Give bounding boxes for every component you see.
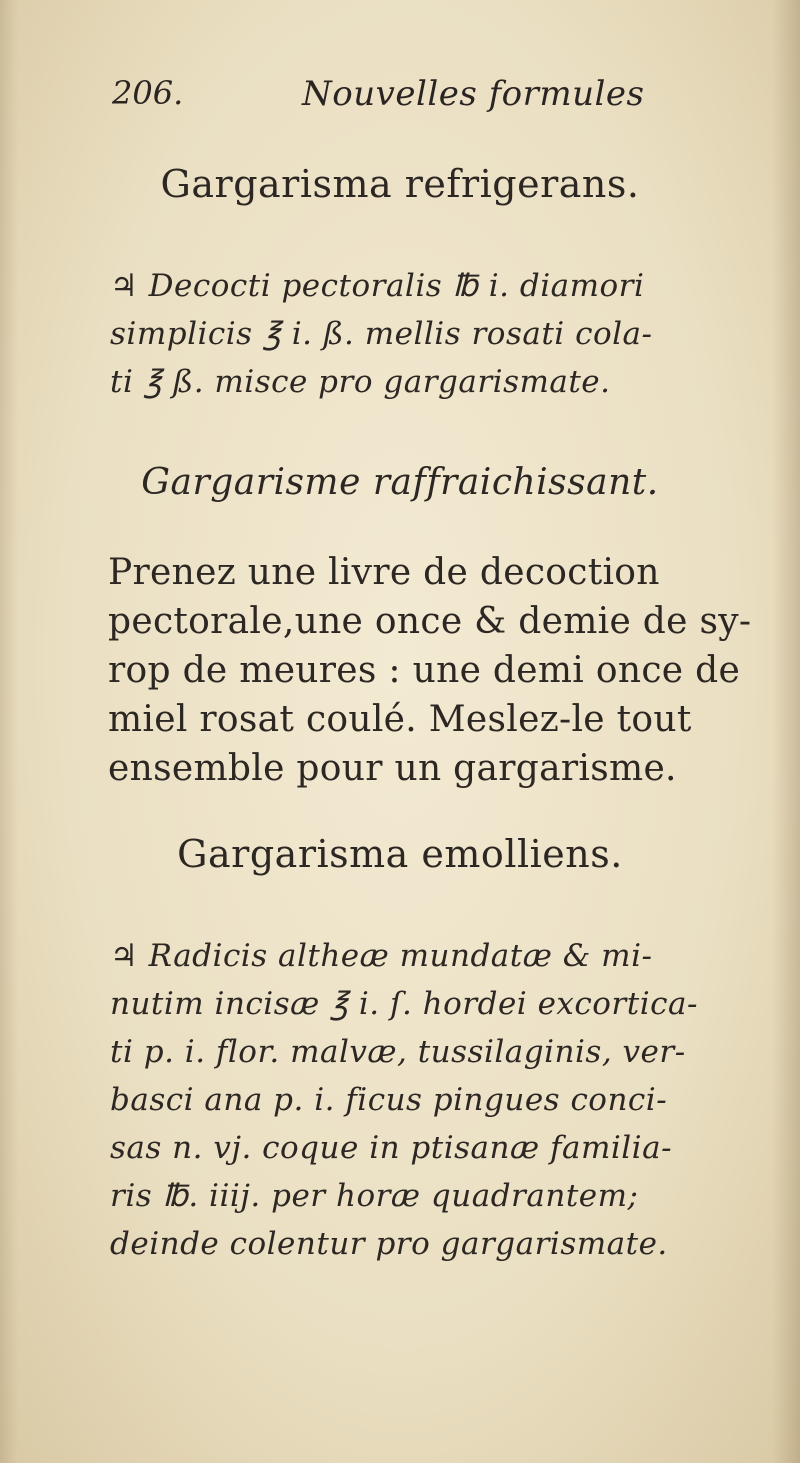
recipe-line: nutim incisæ ℥ i. ſ. hordei excortica- — [110, 986, 698, 1022]
text-line: rop de meures : une demi once de — [108, 650, 741, 691]
recipe-line: simplicis ℥ i. ß. mellis rosati cola- — [110, 316, 653, 352]
recipe-line: ti ℥ ß. misce pro gargarismate. — [110, 364, 611, 400]
running-title: Nouvelles formules — [302, 74, 645, 114]
text-line: Prenez une livre de decoction — [108, 552, 660, 593]
text-line: ensemble pour un gargarisme. — [108, 748, 677, 789]
text-line: pectorale,une once & demie de sy- — [108, 601, 752, 642]
recipe-emolliens — [110, 932, 780, 1268]
section-title-gargarisma-refrigerans: Gargarisma refrigerans. — [160, 162, 640, 206]
recipe-line: ♃ Radicis altheæ mundatæ & mi- — [110, 938, 653, 974]
text-line: miel rosat coulé. Meslez-le tout — [108, 699, 692, 740]
recipe-line: ti p. i. flor. malvæ, tussilaginis, ver- — [110, 1034, 686, 1070]
page-header — [112, 74, 672, 130]
page-number: 206. — [112, 74, 184, 112]
recipe-line: ris ℔. iiij. per horæ quadrantem; — [110, 1178, 639, 1214]
recipe-line: ♃ Decocti pectoralis ℔ i. diamori — [110, 268, 645, 304]
recipe-line: basci ana p. i. ficus pingues conci- — [110, 1082, 668, 1118]
section-title-gargarisme-raffraichissant: Gargarisme raffraichissant. — [141, 462, 659, 503]
page-gutter-shadow — [0, 0, 18, 1463]
recipe-refrigerans — [110, 262, 770, 406]
section-title-gargarisma-emolliens: Gargarisma emolliens. — [177, 832, 623, 876]
french-instructions — [108, 548, 778, 793]
recipe-line: sas n. vj. coque in ptisanæ familia- — [110, 1130, 673, 1166]
recipe-line: deinde colentur pro gargarismate. — [110, 1226, 668, 1262]
